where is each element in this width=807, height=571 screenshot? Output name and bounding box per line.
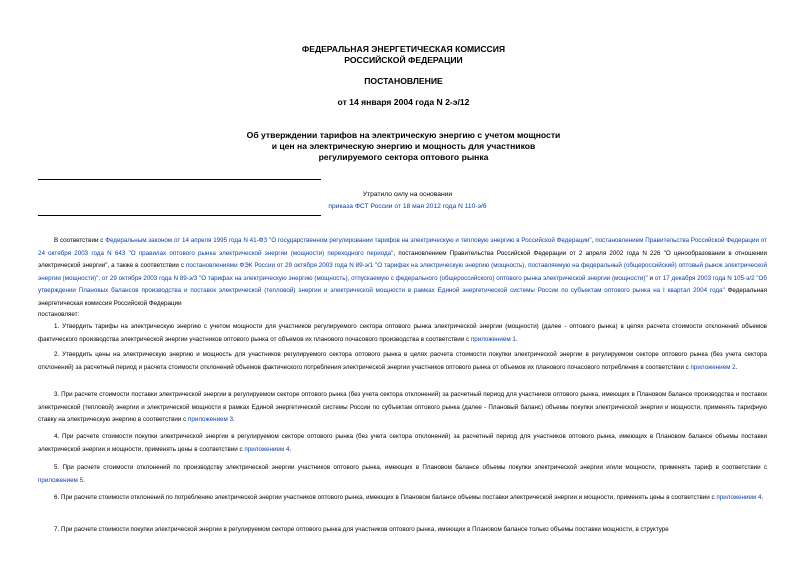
item-text: 4. При расчете стоимости покупки электрической энергии в регулируемом секторе оптового рынка (без учета сектора отклонений) за расчетный период для участников оптового рынка, имеющих в Плановом балансе объемы поставки электрической энергии и мощности, применять цены в соответствии с: [38, 433, 767, 453]
date-number: от 14 января 2004 года N 2-э/12: [337, 97, 470, 107]
item-2: [38, 349, 767, 374]
divider-top: [38, 179, 321, 180]
item-text: 1. Утвердить тарифы на электрическую энергию с учетом мощности для участников регулируемого сектора оптового рынка электрической энергии (мощности) (далее - оптового рынка) в целях расчета стоимости отклонений объемов фактического производства электрической энергии участников оптового рынка от объемов их планового почасового производства в соответствии с: [38, 323, 767, 343]
preamble-text: , постановлением Правительства Российской Федерации от 2 апреля 2002 года N 226 "О ценообразовании в отношении электрической энергии", а также в соответствии с: [38, 249, 768, 269]
preamble-text: Федеральная энергетическая комиссия Российской Федерации: [38, 287, 767, 307]
preamble-text: В соответствии с: [54, 237, 106, 244]
item-tail: .: [289, 445, 292, 453]
org-name-line2: РОССИЙСКОЙ ФЕДЕРАЦИИ: [344, 55, 463, 65]
item-text: 6. При расчете стоимости отклонений по потреблению электрической энергии участников оптового рынка, имеющих в Плановом балансе объемы поставки электрической энергии и мощности, применять цены в соответствии с: [54, 494, 717, 501]
item-text: 2. Утвердить цены на электрическую энергию и мощность для участников регулируемого сектора оптового рынка в целях расчета стоимости покупки электрической энергии в регулируемом секторе оптового рынка (без учета сектора отклонений) за расчетный период и расчета стоимости отклонений объемов фактического потребления электрической энергии участников оптового рынка от объемов их планового почасового потребления в соответствии с: [38, 351, 767, 371]
item-text: 7. При расчете стоимости покупки электрической энергии в регулируемом секторе оптового рынка для участников оптового рынка, имеющих в Плановом балансе только объемы поставки мощности, в структуре: [54, 526, 669, 533]
divider-bottom: [38, 215, 321, 216]
item-7: [38, 524, 767, 537]
item-tail: .: [83, 476, 85, 484]
expired-note-text: Утратило силу на основании: [362, 191, 453, 198]
item-tail: .: [515, 335, 518, 343]
item-5: [38, 462, 767, 487]
appendix-5-link[interactable]: приложением 5: [38, 476, 84, 484]
title-line1: Об утверждении тарифов на электрическую энергию с учетом мощности: [246, 130, 561, 140]
item-6: [38, 492, 767, 505]
appendix-4-link[interactable]: приложением 4: [716, 494, 762, 501]
preamble-text: ,: [591, 237, 596, 244]
item-4: [38, 431, 767, 456]
government-decree-link[interactable]: постановлением Правительства Российской Федерации от 24 октября 2003 года N 643 "О правилах оптового рынка электрической энергии (мощности) переходного периода": [38, 237, 767, 257]
item-text: 5. При расчете стоимости отклонений по производству электрической энергии участников оптового рынка, имеющих в Плановом балансе объемы покупки электрической энергии и/или мощности, применять тариф в соответствии с: [54, 464, 767, 471]
item-tail: .: [761, 494, 764, 501]
document-type: ПОСТАНОВЛЕНИЕ: [364, 76, 443, 86]
fek-decrees-link[interactable]: постановлениями ФЭК России от 29 октября 2003 года N 89-э/1 "О тарифах на электрическую энергию (мощность), поставляемую на федеральный (общероссийский) оптовый рынок электрической энергии (мощности)", от 29 октября 2003 года N 89-э/3 "О тарифах на электрическую энергию (мощность), отпускаемую с федерального (общероссийского) оптового рынка электрической энергии (мощности)": [38, 262, 768, 282]
preamble-text: и: [647, 274, 655, 282]
appendix-4-link[interactable]: приложением 4: [244, 445, 290, 453]
federal-law-link[interactable]: Федеральным законом от 14 апреля 1995 года N 41-ФЗ "О государственном регулировании тарифов на электрическую и тепловую энергию в Российской Федерации": [105, 237, 592, 244]
org-name-line1: ФЕДЕРАЛЬНАЯ ЭНЕРГЕТИЧЕСКАЯ КОМИССИЯ: [301, 44, 506, 54]
item-tail: .: [233, 416, 235, 423]
preamble-paragraph: [38, 235, 767, 310]
appendix-2-link[interactable]: приложением 2: [690, 363, 736, 371]
title-line3: регулируемого сектора оптового рынка: [318, 152, 489, 162]
decree-word: постановляет:: [38, 311, 80, 318]
expired-note-link[interactable]: приказа ФСТ России от 18 мая 2012 года N 110-э/6: [328, 203, 487, 210]
appendix-1-link[interactable]: приложением 1: [470, 335, 516, 343]
item-text: 3. При расчете стоимости поставки электрической энергии в регулируемом секторе оптового рынка (без учета сектора отклонений) за расчетный период для участников оптового рынка, имеющих в Плановом балансе производства и поставок электрической (тепловой) энергии и электрической мощности в рамках Единой энергетической системы России по субъектам оптового рынка (далее - Плановый баланс) объемы покупки электрической энергии и мощности, применять тарифную ставку на электрическую энергию в соответствии с: [38, 391, 767, 423]
item-tail: .: [735, 363, 738, 371]
item-3: [38, 389, 767, 427]
appendix-3-link[interactable]: приложением 3: [187, 416, 234, 423]
fek-balance-decree-link[interactable]: от 17 декабря 2003 года N 105-э/2 "Об утверждении Плановых балансов производства и поставок электрической (тепловой) энергии и электрической мощности в рамках Единой энергетической системы России по субъектам оптового рынка на I квартал 2004 года": [38, 274, 768, 294]
title-line2: и цен на электрическую энергию и мощность для участников: [271, 141, 536, 151]
item-1: [38, 321, 767, 346]
